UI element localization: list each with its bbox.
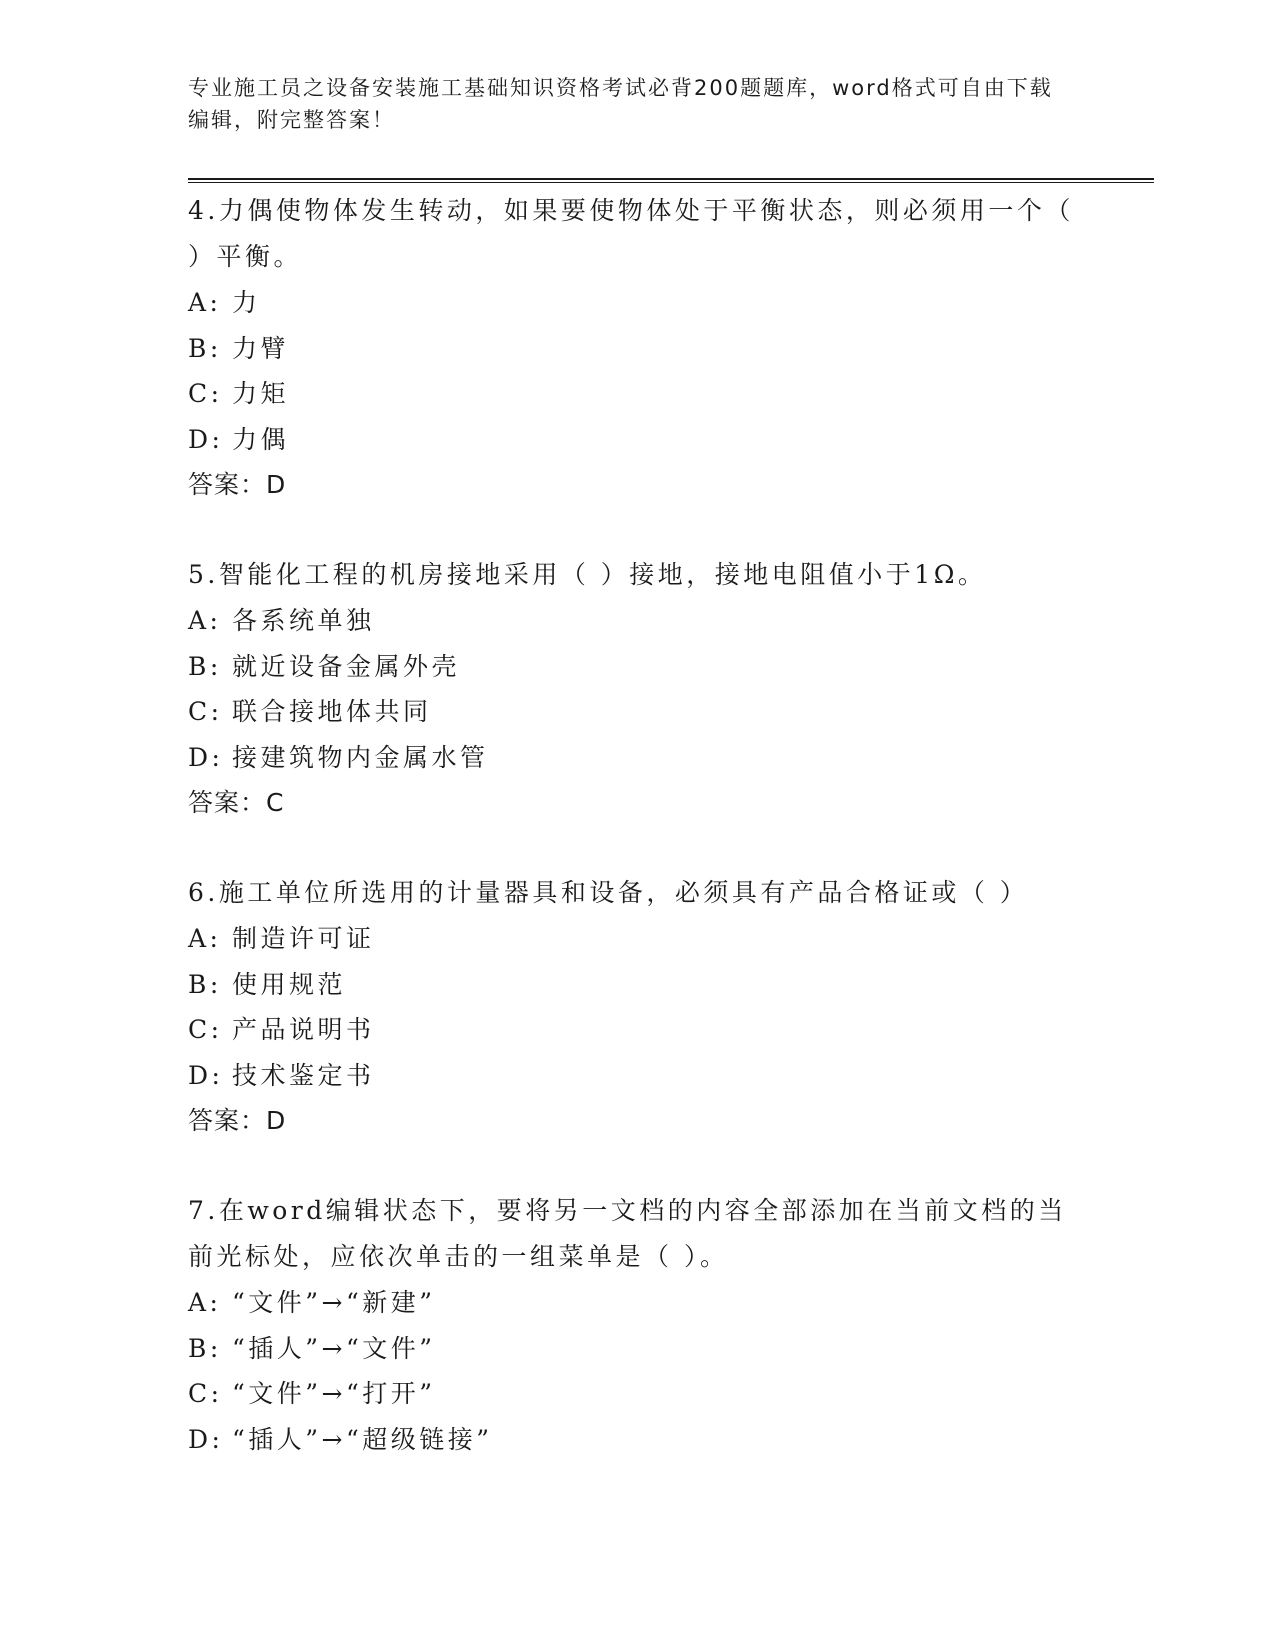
- option-key: B:: [188, 333, 222, 363]
- option-key: C:: [188, 379, 223, 408]
- option-text: 各系统单独: [232, 606, 375, 635]
- option-text: “插人”→“超级链接”: [232, 1424, 493, 1454]
- option-b: [188, 962, 1088, 1008]
- option-d: [188, 1053, 1088, 1099]
- question-item: [188, 552, 1088, 826]
- option-c: [188, 1371, 1088, 1417]
- question-item: [188, 188, 1088, 508]
- question-item: [188, 1188, 1088, 1462]
- question-stem: 6.施工单位所选用的计量器具和设备，必须具有产品合格证或（ ）: [188, 878, 1029, 907]
- option-key: A:: [188, 1288, 222, 1317]
- option-b: [188, 1326, 1088, 1372]
- question-stem: 4.力偶使物体发生转动，如果要使物体处于平衡状态，则必须用一个（ ）平衡。: [188, 196, 1074, 271]
- option-key: D:: [188, 742, 224, 772]
- option-key: C:: [188, 1379, 223, 1408]
- option-key: D:: [188, 424, 224, 454]
- question-stem: 5.智能化工程的机房接地采用（ ）接地，接地电阻值小于1Ω。: [188, 560, 987, 589]
- option-c: [188, 371, 1088, 417]
- option-text: 力偶: [232, 424, 290, 454]
- option-text: 使用规范: [232, 969, 347, 999]
- option-text: 力: [232, 288, 261, 317]
- option-text: 技术鉴定书: [232, 1060, 375, 1090]
- question-stem: 7.在word编辑状态下，要将另一文档的内容全部添加在当前文档的当前光标处，应依次单击的一组菜单是（ ）。: [188, 1196, 1067, 1271]
- option-key: D:: [188, 1060, 224, 1090]
- option-d: [188, 735, 1088, 781]
- option-c: [188, 689, 1088, 735]
- option-key: B:: [188, 969, 222, 999]
- option-b: [188, 644, 1088, 690]
- option-a: [188, 598, 1088, 644]
- option-text: “文件”→“打开”: [232, 1379, 436, 1408]
- question-item: [188, 870, 1088, 1144]
- option-text: 产品说明书: [232, 1015, 375, 1044]
- option-key: C:: [188, 1015, 223, 1044]
- option-text: 力臂: [232, 333, 290, 363]
- option-text: 联合接地体共同: [232, 697, 432, 726]
- option-d: [188, 1417, 1088, 1463]
- option-key: A:: [188, 606, 222, 635]
- option-text: “插人”→“文件”: [232, 1333, 436, 1363]
- option-key: C:: [188, 697, 223, 726]
- answer-label: 答案：D: [188, 1106, 287, 1135]
- option-key: A:: [188, 288, 222, 317]
- document-header: 专业施工员之设备安装施工基础知识资格考试必背200题题库，word格式可自由下载编辑，附完整答案！: [188, 76, 1053, 132]
- option-b: [188, 326, 1088, 372]
- answer-label: 答案：C: [188, 788, 285, 817]
- option-text: 就近设备金属外壳: [232, 651, 461, 681]
- option-text: 接建筑物内金属水管: [232, 742, 489, 772]
- option-text: “文件”→“新建”: [232, 1288, 436, 1317]
- option-a: [188, 1280, 1088, 1326]
- option-key: B:: [188, 1333, 222, 1363]
- header-divider: [188, 178, 1154, 183]
- option-a: [188, 280, 1088, 326]
- option-c: [188, 1007, 1088, 1053]
- option-text: 力矩: [232, 379, 290, 408]
- answer-label: 答案：D: [188, 470, 287, 499]
- option-d: [188, 417, 1088, 463]
- option-text: 制造许可证: [232, 924, 375, 953]
- option-a: [188, 916, 1088, 962]
- option-key: A:: [188, 924, 222, 953]
- option-key: B:: [188, 651, 222, 681]
- option-key: D:: [188, 1424, 224, 1454]
- question-list: [188, 188, 1088, 1506]
